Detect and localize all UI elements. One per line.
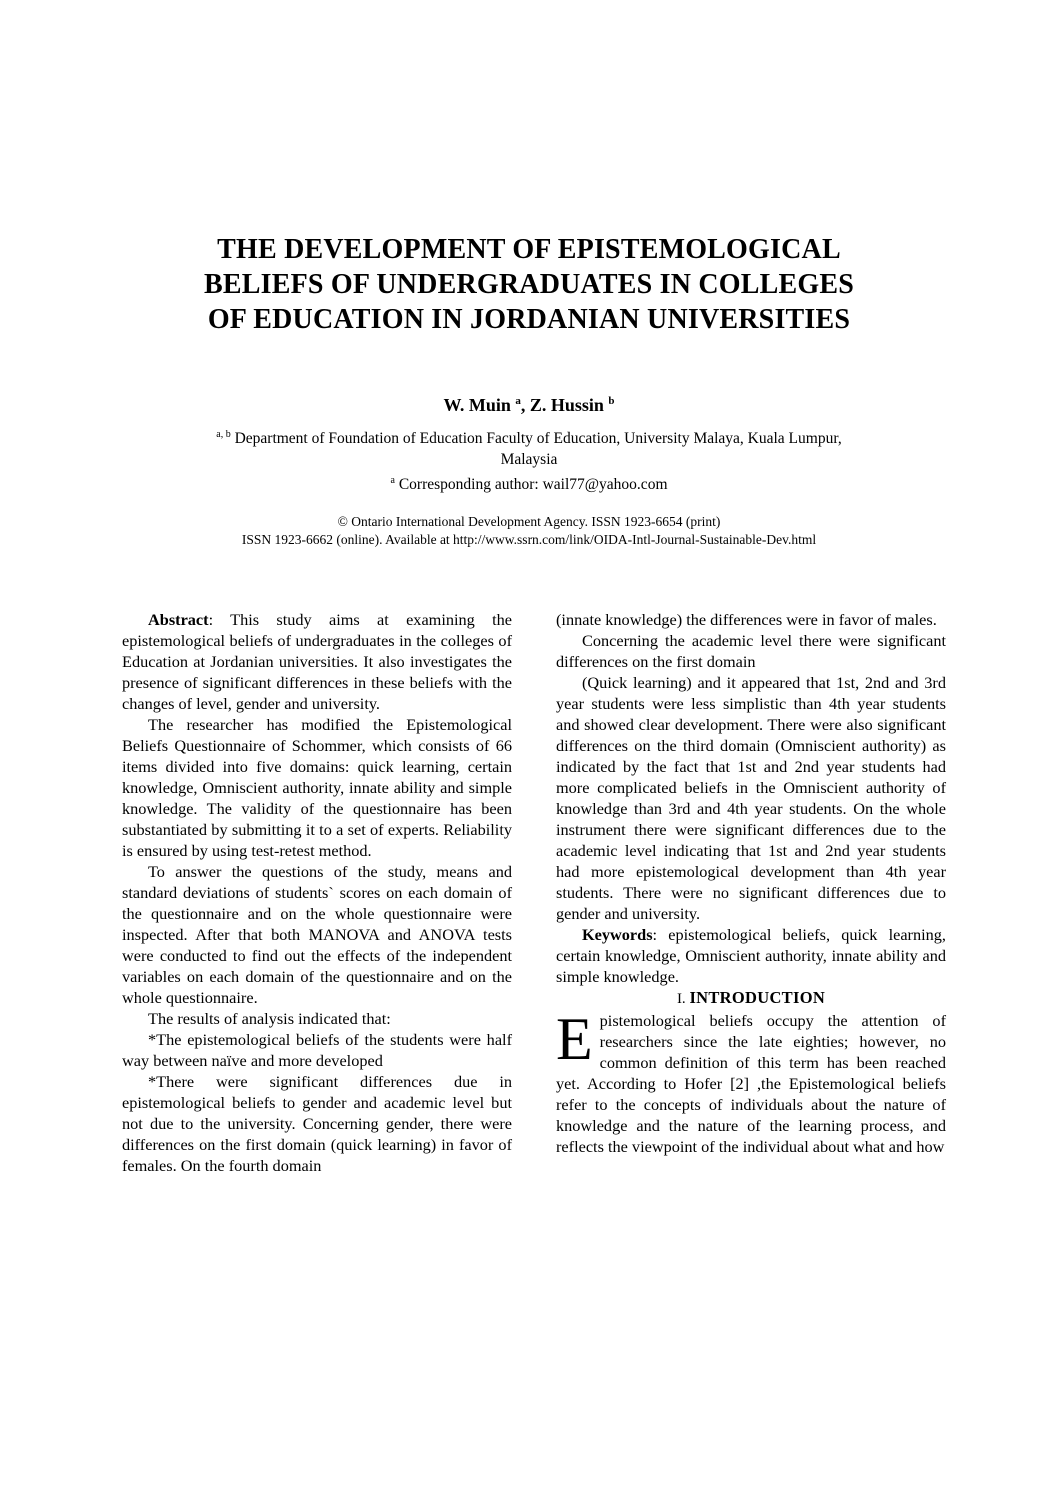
keywords-label: Keywords [582, 925, 653, 945]
abstract-continuation-3: (Quick learning) and it appeared that 1st, 2nd and 3rd year students were less simplistic than 4th year students and showed clear development. There were also significant differences on the third domain (Omniscient authority) as indicated by the fact that 1st and 2nd year students had more complicated beliefs in the Omniscient authority of knowledge than 3rd and 4th year students. On the whole instrument there were significant differences due to the academic level indicating that 1st and 2nd year students had more epistemological development than 4th year students. There were no significant differences due to gender and university. [556, 673, 946, 924]
copyright-line-2: ISSN 1923-6662 (online). Available at http://www.ssrn.com/link/OIDA-Intl-Journal-Sustainable-Dev.html [241, 532, 817, 548]
paper-title [0, 232, 1058, 337]
left-column [122, 609, 512, 1176]
affiliation-line-2: Malaysia [500, 451, 558, 469]
copyright-block [0, 513, 1058, 549]
introduction-heading [556, 987, 946, 1010]
abstract-label: Abstract [148, 610, 209, 630]
keywords-text: : epistemological beliefs, quick learning, certain knowledge, Omniscient authority, innate ability and simple knowledge. [556, 925, 946, 987]
corresponding-superscript: a [390, 475, 395, 487]
right-column [556, 609, 946, 1176]
corresponding-author-line [0, 470, 1058, 495]
author-separator: , [520, 395, 530, 415]
abstract-results-lead: The results of analysis indicated that: [148, 1009, 391, 1029]
abstract-continuation-2: Concerning the academic level there were significant differences on the first domain [556, 631, 946, 672]
abstract-method-paragraph-1: The researcher has modified the Epistemological Beliefs Questionnaire of Schommer, which consists of 66 items divided into five domains: quick learning, certain knowledge, Omniscient authority, innate ability and simple knowledge. The validity of the questionnaire has been substantiated by submitting it to a set of experts. Reliability is ensured by using test-retest method. [122, 715, 512, 861]
introduction-paragraph [556, 1006, 946, 1157]
abstract-paragraph [122, 609, 512, 714]
affiliation-superscript: a, b [216, 429, 231, 440]
affiliation-block [0, 424, 1058, 495]
author-1-superscript: a [515, 395, 521, 407]
abstract-method-paragraph-2: To answer the questions of the study, means and standard deviations of students` scores on each domain of the questionnaire and on the whole questionnaire were inspected. After that both MANOVA and ANOVA tests were conducted to find out the effects of the independent variables on each domain of the questionnaire and on the whole questionnaire. [122, 862, 512, 1008]
introduction-text: pistemological beliefs occupy the attention of researchers since the late eighties; however, no common definition of this term has been reached yet. According to Hofer [2] ,the Epistemological beliefs refer to the concepts of individuals about the nature of knowledge and the nature of the learning process, and reflects the viewpoint of the individual about what and how [556, 1011, 946, 1157]
affiliation-line-1 [0, 424, 1058, 449]
copyright-line-1: © Ontario International Development Agency. ISSN 1923-6654 (print) [337, 514, 721, 530]
author-2-superscript: b [608, 395, 615, 407]
abstract-continuation-1: (innate knowledge) the differences were in favor of males. [556, 610, 937, 630]
keywords-paragraph [556, 924, 946, 987]
introduction-heading-text: INTRODUCTION [689, 988, 826, 1008]
paper-title-line-2: BELIEFS OF UNDERGRADUATES IN COLLEGES [204, 269, 854, 300]
author-2: Z. Hussin [529, 395, 609, 415]
author-1: W. Muin [443, 395, 516, 415]
paper-title-line-1: THE DEVELOPMENT OF EPISTEMOLOGICAL [217, 234, 841, 265]
paper-title-line-3: OF EDUCATION IN JORDANIAN UNIVERSITIES [207, 304, 851, 335]
abstract-finding-2: *There were significant differences due in epistemological beliefs to gender and academic level but not due to the university. Concerning gender, there were differences on the first domain (quick learning) in favor of females. On the fourth domain [122, 1072, 512, 1176]
affiliation-text: Department of Foundation of Education Faculty of Education, University Malaya, Kuala Lumpur, [230, 430, 842, 448]
drop-cap-letter: E [556, 1006, 593, 1073]
authors-line [0, 390, 1058, 416]
abstract-finding-1: *The epistemological beliefs of the students were half way between naïve and more developed [122, 1030, 512, 1071]
two-column-body [122, 609, 946, 1176]
corresponding-author-text: Corresponding author: wail77@yahoo.com [394, 476, 668, 494]
introduction-heading-number: I. [676, 991, 690, 1008]
abstract-intro-text: : This study aims at examining the epistemological beliefs of undergraduates in the colleges of Education at Jordanian universities. It also investigates the presence of significant differences in these beliefs with the changes of level, gender and university. [122, 610, 512, 714]
